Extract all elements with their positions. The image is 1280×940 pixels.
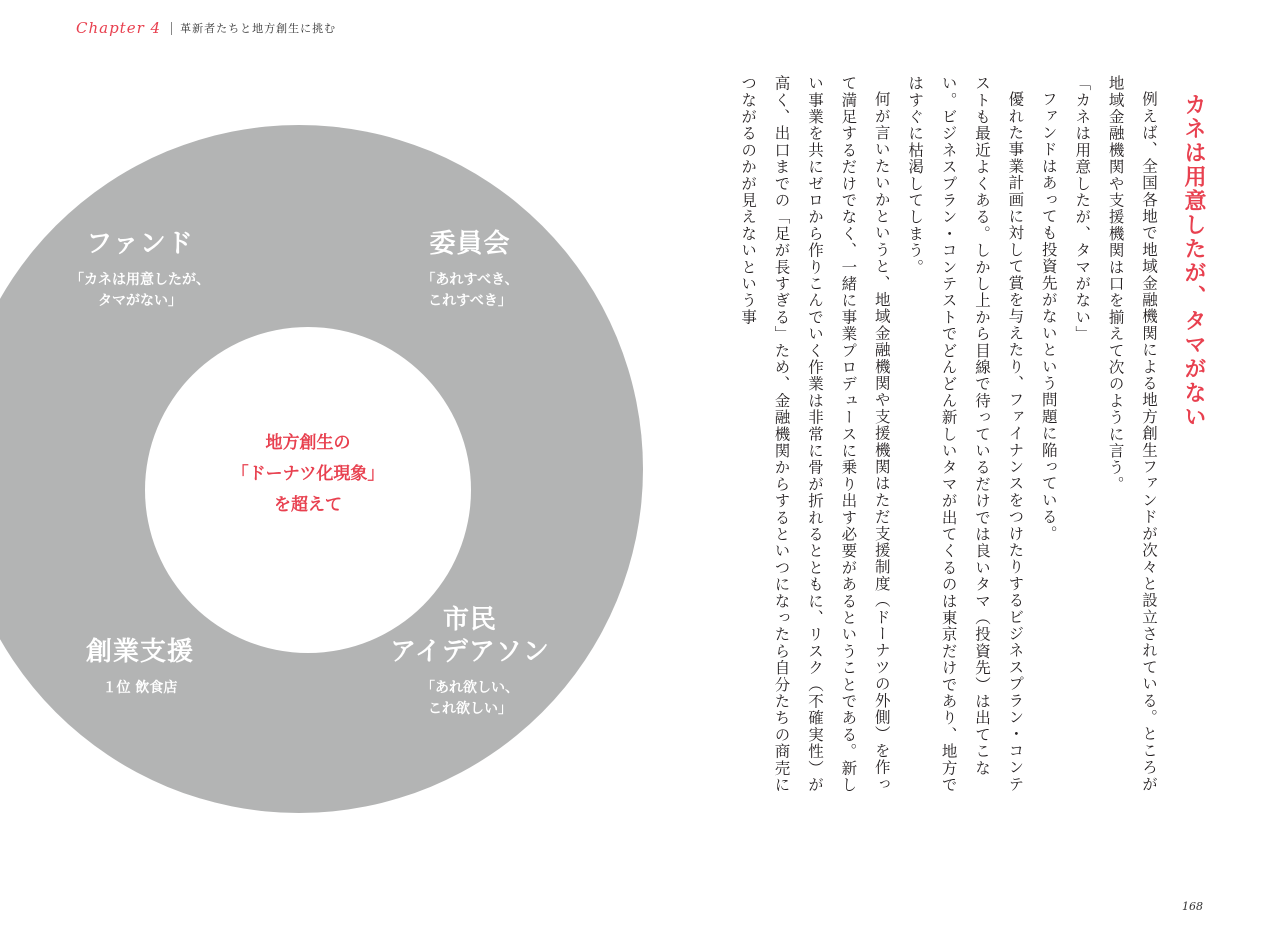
sector-civic xyxy=(370,604,570,720)
section-heading: カネは用意したが、タマがない xyxy=(1181,93,1206,429)
sector-committee xyxy=(370,228,570,312)
sector-committee-line2: これすべき」 xyxy=(428,293,512,309)
sector-fund-line2: タマがない」 xyxy=(98,293,182,309)
chapter-label: Chapter 4 xyxy=(76,19,162,37)
sector-civic-title2: アイデアソン xyxy=(390,637,550,667)
chapter-title: 革新者たちと地方創生に挑む xyxy=(180,22,337,35)
sector-startup-title: 創業支援 xyxy=(85,637,194,667)
center-line2: 「ドーナツ化現象」 xyxy=(231,464,385,484)
sector-civic-title1: 市民 xyxy=(442,605,497,635)
page-number: 168 xyxy=(1182,900,1203,913)
sector-committee-line1: 「あれすべき、 xyxy=(421,272,519,288)
donut-center-label xyxy=(178,428,438,521)
sector-fund-title: ファンド xyxy=(86,229,194,259)
paragraph-5: 何が言いたいかというと、地域金融機関や支援機関はただ支援制度（ドーナツの外側）を作って満足するだけでなく、一緒に事業プロデュースに乗り出す必要があるということである。新しい事業を共にゼロから作りこんでいく作業は非常に骨が折れるとともに、リスク（不確実性）が高く、出口までの「足が長すぎる」ため、金融機関からするといつになったら自分たちの商売につながるのかが見えないという事 xyxy=(739,75,891,794)
sector-civic-line1: 「あれ欲しい、 xyxy=(421,680,519,696)
sector-fund xyxy=(40,228,240,312)
paragraph-1: 例えば、全国各地で地域金融機関による地方創生ファンドが次々と設立されている。ところが地域金融機関や支援機関は口を揃えて次のように言う。 xyxy=(1106,75,1158,792)
sector-civic-line2: これ欲しい」 xyxy=(428,701,512,717)
center-line3: を超えて xyxy=(274,495,342,515)
paragraph-3: ファンドはあっても投資先がないという問題に陥っている。 xyxy=(1039,90,1058,542)
article-body xyxy=(725,75,1165,795)
sector-startup-line1: １位 飲食店 xyxy=(102,680,178,696)
sector-startup xyxy=(40,636,240,699)
sector-fund-line1: 「カネは用意したが、 xyxy=(70,272,210,288)
center-line1: 地方創生の xyxy=(265,433,351,453)
paragraph-2-quote: 「カネは用意したが、タマがない」 xyxy=(1073,75,1092,343)
sector-committee-title: 委員会 xyxy=(429,229,511,259)
paragraph-4: 優れた事業計画に対して賞を与えたり、ファイナンスをつけたりするビジネスプラン・コンテストも最近よくある。しかし上から目線で待っているだけでは良いタマ（投資先）は出てこない。ビジネスプラン・コンテストでどんどん新しいタマが出てくるのは東京だけであり、地方ではすぐに枯渇してしまう。 xyxy=(906,75,1025,794)
